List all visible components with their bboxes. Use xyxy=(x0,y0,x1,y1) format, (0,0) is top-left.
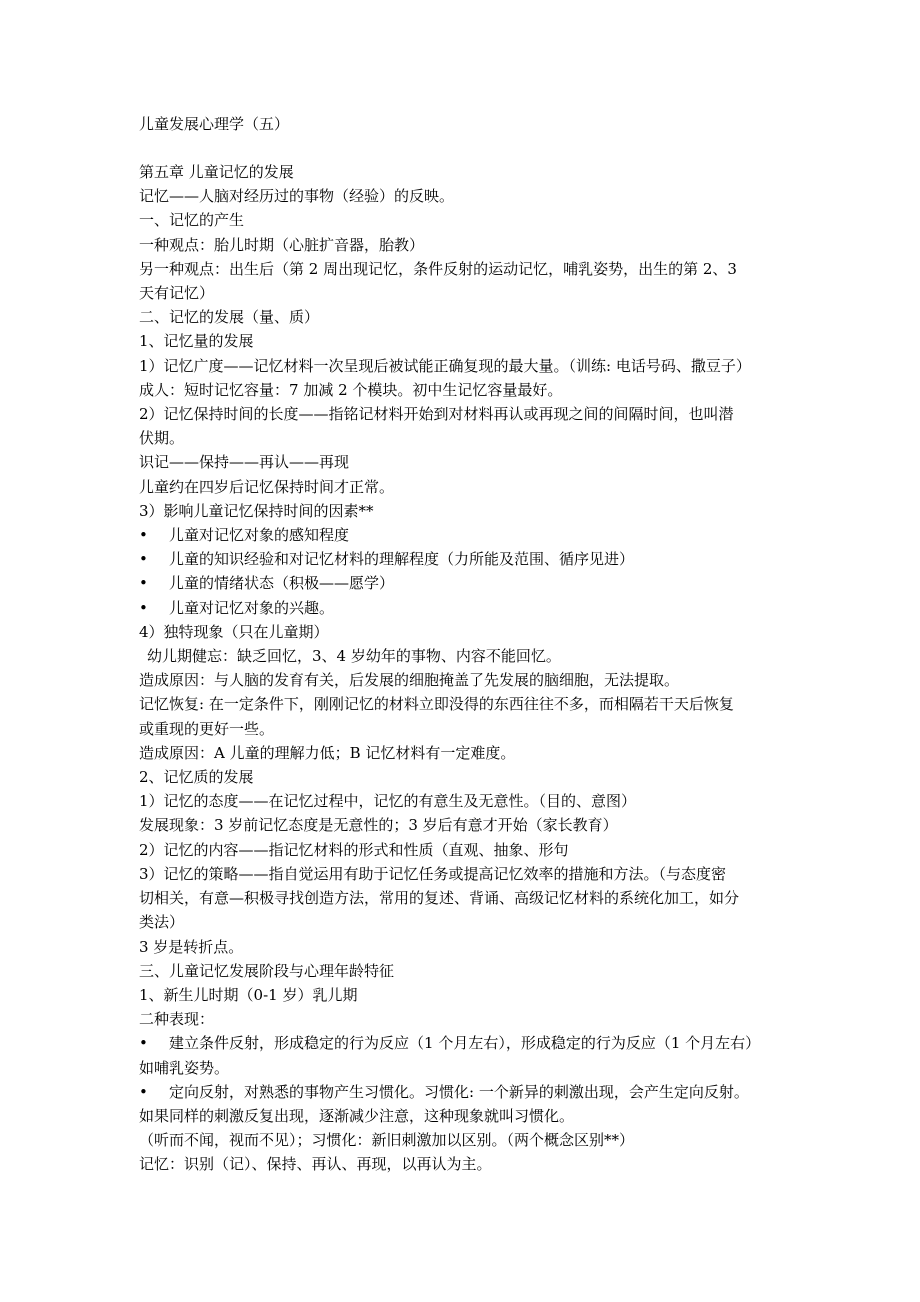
bullet-item xyxy=(139,571,789,595)
text-line: 发展现象：3 岁前记忆态度是无意性的；3 岁后有意才开始（家长教育） xyxy=(139,816,618,835)
text-line: 另一种观点：出生后（第 2 周出现记忆，条件反射的运动记忆，哺乳姿势，出生的第 2、3 xyxy=(139,259,737,278)
text-line: 3）影响儿童记忆保持时间的因素** xyxy=(139,501,374,520)
text-line: 二种表现： xyxy=(139,1010,215,1029)
bullet-glyph: • xyxy=(139,598,148,617)
text-line: 1）记忆的态度——在记忆过程中，记忆的有意生及无意性。（目的、意图） xyxy=(139,792,637,811)
text-line: 2）记忆保持时间的长度——指铭记材料开始到对材料再认或再现之间的间隔时间，也叫潜 xyxy=(139,405,734,424)
text-line: 成人：短时记忆容量：7 加减 2 个模块。初中生记忆容量最好。 xyxy=(139,380,563,399)
bullet-glyph: • xyxy=(139,1034,148,1053)
bullet-glyph: • xyxy=(139,550,148,569)
text-line: 切相关，有意—积极寻找创造方法，常用的复述、背诵、高级记忆材料的系统化加工，如分 xyxy=(139,889,740,908)
text-line: 造成原因：与人脑的发育有关，后发展的细胞掩盖了先发展的脑细胞，无法提取。 xyxy=(139,671,680,690)
text-line: 一、记忆的产生 xyxy=(139,211,245,230)
bullet-glyph: • xyxy=(139,526,148,545)
bullet-text: 儿童的情绪状态（积极——愿学） xyxy=(169,574,395,593)
text-line: 三、儿童记忆发展阶段与心理年龄特征 xyxy=(139,961,395,980)
text-line: 2、记忆质的发展 xyxy=(139,768,254,787)
text-line: 如果同样的刺激反复出现，逐渐减少注意，这种现象就叫习惯化。 xyxy=(139,1106,575,1125)
text-line: 一种观点：胎儿时期（心脏扩音器，胎教） xyxy=(139,235,425,254)
text-line: 1、新生儿时期（0-1 岁）乳儿期 xyxy=(139,985,358,1004)
text-line: 类法） xyxy=(139,913,185,932)
text-line: 幼儿期健忘：缺乏回忆，3、4 岁幼年的事物、内容不能回忆。 xyxy=(147,647,561,666)
text-line: 天有记忆） xyxy=(139,284,215,303)
text-line: 4）独特现象（只在儿童期） xyxy=(139,622,329,641)
text-line: 识记——保持——再认——再现 xyxy=(139,453,350,472)
bullet-text: 儿童的知识经验和对记忆材料的理解程度（力所能及范围、循序见进） xyxy=(169,550,635,569)
bullet-item xyxy=(139,596,789,620)
text-line: 3）记忆的策略——指自觉运用有助于记忆任务或提高记忆效率的措施和方法。（与态度密 xyxy=(139,864,727,883)
bullet-item xyxy=(139,547,789,571)
text-line: 记忆——人脑对经历过的事物（经验）的反映。 xyxy=(139,187,455,206)
text-line: 记忆：识别（记）、保持、再认、再现，以再认为主。 xyxy=(139,1155,492,1174)
document-body xyxy=(139,160,789,1177)
text-line: 或重现的更好一些。 xyxy=(139,719,275,738)
document-title: 儿童发展心理学（五） xyxy=(139,115,290,133)
bullet-glyph: • xyxy=(139,1082,148,1101)
text-line: 1）记忆广度——记忆材料一次呈现后被试能正确复现的最大量。（训练: 电话号码、撒豆子） xyxy=(139,356,751,375)
text-line: 2）记忆的内容——指记忆材料的形式和性质（直观、抽象、形句 xyxy=(139,840,569,859)
text-line: 儿童约在四岁后记忆保持时间才正常。 xyxy=(139,477,395,496)
bullet-text: 定向反射，对熟悉的事物产生习惯化。习惯化: 一个新异的刺激出现，会产生定向反射。 xyxy=(169,1082,749,1101)
bullet-text: 儿童对记忆对象的兴趣。 xyxy=(169,598,335,617)
bullet-text: 建立条件反射，形成稳定的行为反应（1 个月左右），形成稳定的行为反应（1 个月左右） xyxy=(169,1034,761,1053)
bullet-item xyxy=(139,523,789,547)
text-line: 3 岁是转折点。 xyxy=(139,937,244,956)
bullet-text: 儿童对记忆对象的感知程度 xyxy=(169,526,350,545)
text-line: 二、记忆的发展（量、质） xyxy=(139,308,320,327)
text-line: （听而不闻，视而不见）；习惯化：新旧刺激加以区别。（两个概念区别**） xyxy=(139,1131,635,1150)
bullet-glyph: • xyxy=(139,574,148,593)
text-line: 如哺乳姿势。 xyxy=(139,1058,230,1077)
bullet-item xyxy=(139,1080,789,1104)
text-line: 记忆恢复: 在一定条件下，刚刚记忆的材料立即没得的东西往往不多，而相隔若干天后恢复 xyxy=(139,695,734,714)
text-line: 1、记忆量的发展 xyxy=(139,332,254,351)
bullet-item xyxy=(139,1031,789,1055)
text-line: 造成原因：A 儿童的理解力低；B 记忆材料有一定难度。 xyxy=(139,743,516,762)
text-line: 伏期。 xyxy=(139,429,185,448)
text-line: 第五章 儿童记忆的发展 xyxy=(139,163,294,181)
